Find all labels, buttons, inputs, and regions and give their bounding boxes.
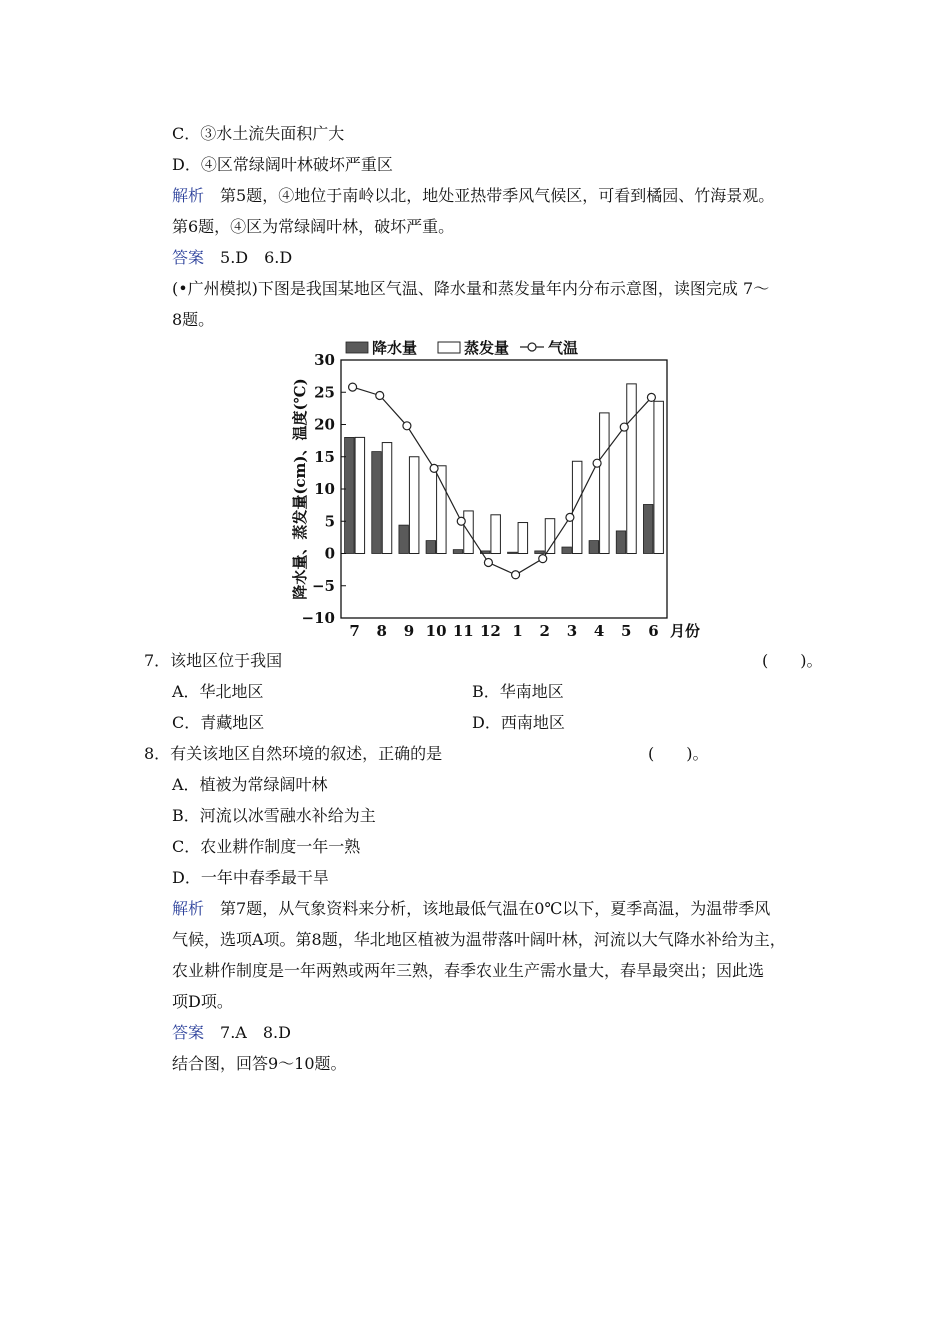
temperature-point (484, 559, 492, 567)
evaporation-bar (627, 384, 637, 554)
temperature-point (620, 423, 628, 431)
temperature-point (512, 571, 520, 579)
y-tick-label: 25 (314, 383, 335, 402)
q7-option-c: C．青藏地区 (172, 713, 265, 732)
x-tick-label: 3 (566, 622, 578, 640)
precipitation-bar (372, 452, 382, 554)
precipitation-bar (426, 541, 436, 554)
y-tick-label: 10 (314, 480, 335, 498)
temperature-point (647, 393, 655, 401)
x-tick-label: 7 (349, 622, 360, 640)
intro-7-8-line1: (•广州模拟)下图是我国某地区气温、降水量和蒸发量年内分布示意图，读图完成 7～ (172, 279, 770, 298)
q7-stem: 7．该地区位于我国 (144, 651, 283, 670)
x-tick-label: 1 (512, 622, 523, 640)
temperature-point (539, 555, 547, 563)
answer-text: 5.D 6.D (204, 248, 293, 267)
answer-7-8 (172, 1022, 291, 1044)
q8-option-d: D．一年中春季最干旱 (172, 868, 329, 887)
precipitation-bar (589, 541, 599, 554)
analysis-7-8-line4: 项D项。 (172, 992, 233, 1011)
y-tick-label: 30 (314, 351, 335, 369)
temperature-point (457, 517, 465, 525)
precipitation-bar (562, 547, 572, 553)
analysis-tag: 解析 (172, 899, 205, 918)
temperature-point (430, 464, 438, 472)
y-tick-label: 15 (314, 447, 335, 466)
x-tick-label: 10 (425, 622, 447, 640)
intro-9-10: 结合图，回答9～10题。 (172, 1054, 347, 1073)
intro-7-8-line2: 8题。 (172, 310, 215, 329)
legend-label-precipitation: 降水量 (372, 339, 418, 357)
precipitation-bar (616, 531, 626, 554)
analysis-7-8-line3: 农业耕作制度是一年两熟或两年三熟，春季农业生产需水量大，春旱最突出；因此选 (172, 961, 765, 980)
q7-paren: ( )。 (762, 651, 823, 670)
q7-option-b: B．华南地区 (472, 682, 564, 701)
y-tick-label: 20 (314, 415, 335, 434)
legend-label-evaporation: 蒸发量 (464, 339, 510, 357)
analysis-7-8-line1 (172, 898, 770, 920)
temperature-point (403, 422, 411, 430)
analysis-7-8-line2: 气候，选项A项。第8题，华北地区植被为温带落叶阔叶林，河流以大气降水补给为主， (172, 930, 786, 949)
x-tick-label: 11 (452, 622, 474, 640)
legend-marker-temperature (528, 343, 536, 351)
x-tick-label: 8 (376, 622, 387, 640)
temperature-point (566, 513, 574, 521)
analysis-5-6-line2: 第6题，④区为常绿阔叶林，破坏严重。 (172, 217, 455, 236)
evaporation-bar (600, 413, 610, 554)
chart-legend (346, 339, 578, 357)
temperature-point (376, 391, 384, 399)
temperature-point (593, 459, 601, 467)
precipitation-bar (643, 504, 653, 553)
y-tick-label: −10 (301, 609, 335, 627)
answer-tag: 答案 (172, 248, 205, 267)
temperature-point (349, 383, 357, 391)
q8-option-c: C．农业耕作制度一年一熟 (172, 837, 361, 856)
precipitation-bar (453, 550, 463, 554)
precipitation-bar (535, 551, 545, 554)
evaporation-bar (654, 401, 664, 553)
analysis-tag: 解析 (172, 186, 205, 205)
evaporation-bar (409, 457, 419, 554)
x-tick-label: 5 (621, 622, 632, 640)
analysis-text: 第5题，④地位于南岭以北，地处亚热带季风气候区，可看到橘园、竹海景观。 (204, 186, 775, 205)
evaporation-bar (491, 515, 501, 554)
q8-stem: 8．有关该地区自然环境的叙述，正确的是 (144, 744, 443, 763)
evaporation-bar (518, 523, 528, 554)
climate-chart (270, 330, 710, 642)
x-tick-label: 9 (403, 622, 415, 640)
q8-option-a: A．植被为常绿阔叶林 (172, 775, 328, 794)
q7-option-a: A．华北地区 (172, 682, 264, 701)
precipitation-bar (508, 552, 518, 553)
q7-option-d: D．西南地区 (472, 713, 565, 732)
y-axis-label (291, 378, 309, 599)
legend-label-temperature: 气温 (548, 339, 579, 357)
evaporation-bar (572, 461, 582, 553)
answer-text: 7.A 8.D (204, 1023, 291, 1042)
x-axis-unit: 月份 (670, 622, 701, 640)
x-tick-label: 2 (539, 622, 550, 640)
evaporation-bar (437, 466, 447, 554)
answer-5-6 (172, 247, 292, 269)
evaporation-bar (355, 437, 365, 553)
evaporation-bar (382, 443, 392, 554)
q8-option-b: B．河流以冰雪融水补给为主 (172, 806, 376, 825)
legend-swatch-precipitation (346, 342, 368, 353)
y-tick-label: −5 (311, 576, 335, 595)
q8-paren: ( )。 (648, 744, 709, 763)
precipitation-bar (345, 437, 355, 553)
x-tick-label: 6 (648, 622, 659, 640)
analysis-text: 第7题，从气象资料来分析，该地最低气温在0℃以下，夏季高温，为温带季风 (204, 899, 771, 918)
q4-option-c: C．③水土流失面积广大 (172, 124, 345, 143)
x-tick-label: 4 (593, 622, 605, 640)
y-tick-label: 0 (324, 544, 335, 563)
q4-option-d: D．④区常绿阔叶林破坏严重区 (172, 155, 393, 174)
x-tick-label: 12 (479, 622, 501, 640)
y-axis-label-text: 降水量、蒸发量(cm)、温度(℃) (291, 378, 309, 600)
precipitation-bar (399, 525, 409, 553)
y-tick-label: 5 (324, 512, 335, 531)
legend-swatch-evaporation (438, 342, 460, 353)
answer-tag: 答案 (172, 1023, 205, 1042)
analysis-5-6-line1 (172, 185, 774, 207)
